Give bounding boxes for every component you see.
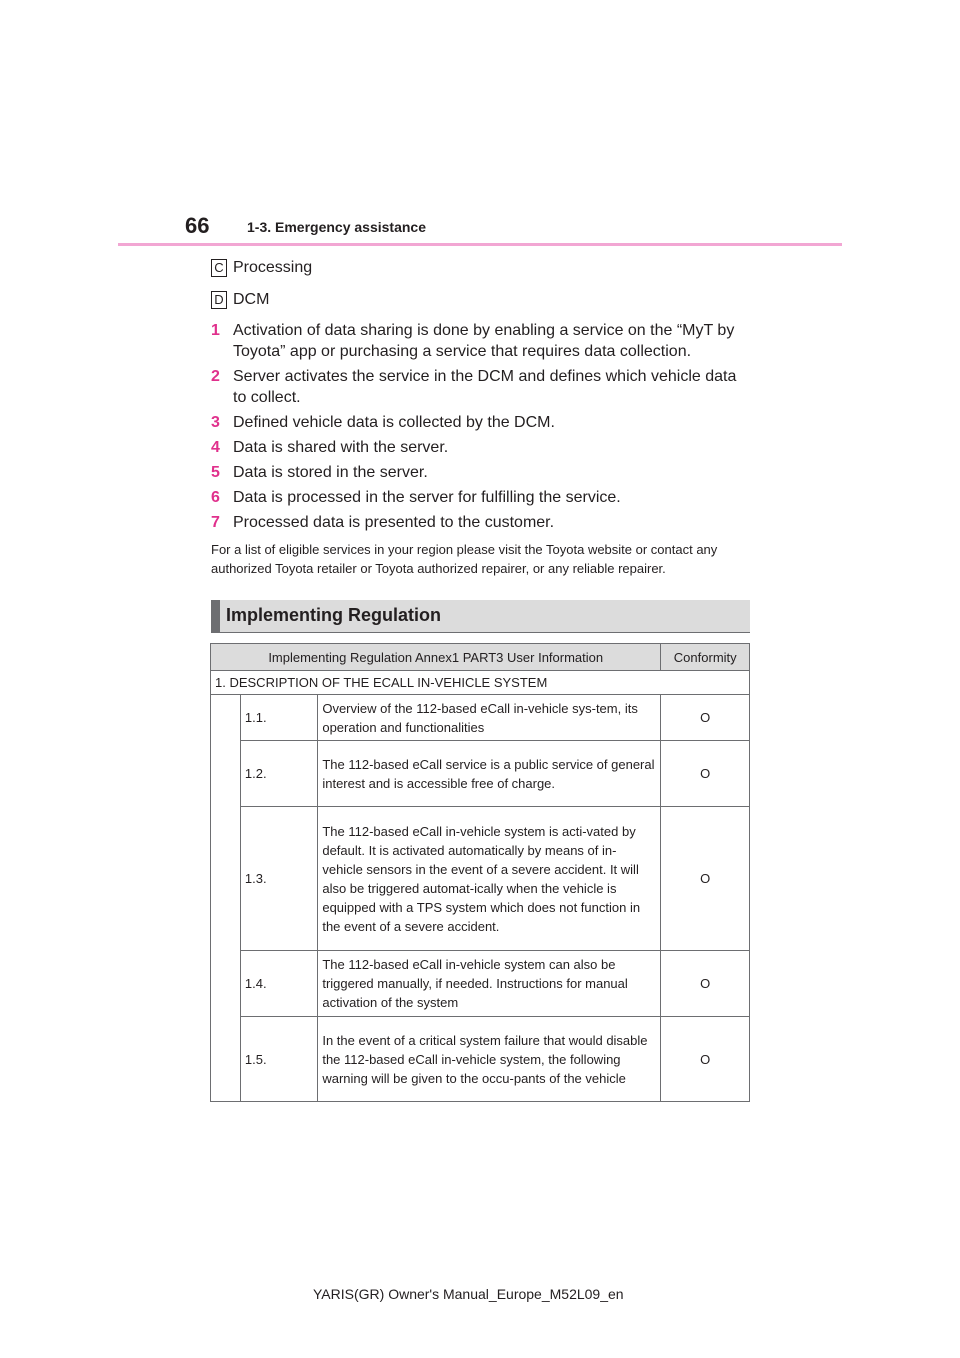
footer-text: YARIS(GR) Owner's Manual_Europe_M52L09_en bbox=[313, 1286, 624, 1302]
row-description: In the event of a critical system failure that would disable the 112-based eCall in-vehicle system, the following warning will be given to the occu-pants of the vehicle bbox=[318, 1017, 661, 1102]
callout-d bbox=[211, 291, 269, 309]
step-item bbox=[211, 320, 751, 362]
row-conformity: O bbox=[661, 951, 750, 1017]
row-conformity: O bbox=[661, 807, 750, 951]
row-number: 1.5. bbox=[240, 1017, 317, 1102]
step-item bbox=[211, 462, 751, 483]
page-number: 66 bbox=[185, 213, 210, 238]
table-row bbox=[211, 1017, 750, 1102]
callout-label: DCM bbox=[233, 291, 270, 308]
note-paragraph: For a list of eligible services in your region please visit the Toyota website or contact any authorized Toyota retailer or Toyota authorized repairer, or any reliable repairer. bbox=[211, 542, 718, 576]
row-conformity: O bbox=[661, 741, 750, 807]
step-text: Defined vehicle data is collected by the DCM. bbox=[233, 414, 555, 431]
callout-c bbox=[211, 259, 312, 277]
step-number: 2 bbox=[211, 368, 220, 385]
step-number: 3 bbox=[211, 414, 220, 431]
row-conformity: O bbox=[661, 695, 750, 741]
step-item bbox=[211, 437, 751, 458]
step-item bbox=[211, 412, 751, 433]
section-heading-underline bbox=[211, 632, 750, 633]
row-conformity: O bbox=[661, 1017, 750, 1102]
step-text: Data is shared with the server. bbox=[233, 439, 449, 456]
step-item bbox=[211, 366, 751, 408]
header-conformity-cell: Conformity bbox=[661, 644, 750, 671]
step-item bbox=[211, 487, 751, 508]
step-number: 5 bbox=[211, 464, 220, 481]
header-divider bbox=[118, 243, 842, 246]
steps-list bbox=[211, 320, 751, 537]
row-description: Overview of the 112-based eCall in-vehicle sys-tem, its operation and functionalities bbox=[318, 695, 661, 741]
step-text: Data is processed in the server for fulfilling the service. bbox=[233, 489, 621, 506]
step-text: Data is stored in the server. bbox=[233, 464, 428, 481]
row-number: 1.4. bbox=[240, 951, 317, 1017]
indent-cell bbox=[211, 695, 241, 1102]
table-header-row bbox=[211, 644, 750, 671]
row-number: 1.1. bbox=[240, 695, 317, 741]
regulation-table bbox=[210, 643, 750, 1102]
table-row bbox=[211, 807, 750, 951]
row-number: 1.2. bbox=[240, 741, 317, 807]
table-row bbox=[211, 951, 750, 1017]
step-number: 4 bbox=[211, 439, 220, 456]
step-text: Activation of data sharing is done by enabling a service on the “MyT by Toyota” app or purchasing a service that requires data collection. bbox=[233, 322, 735, 360]
callout-label: Processing bbox=[233, 259, 313, 276]
step-number: 6 bbox=[211, 489, 220, 506]
table-row bbox=[211, 741, 750, 807]
callout-letter: D bbox=[211, 291, 227, 309]
step-number: 1 bbox=[211, 322, 220, 339]
step-text: Processed data is presented to the customer. bbox=[233, 514, 555, 531]
group-title-cell: 1. DESCRIPTION OF THE ECALL IN-VEHICLE SYSTEM bbox=[211, 671, 750, 695]
callout-letter: C bbox=[211, 259, 227, 277]
table-row bbox=[211, 695, 750, 741]
step-number: 7 bbox=[211, 514, 220, 531]
section-heading: Implementing Regulation bbox=[211, 600, 750, 632]
row-description: The 112-based eCall in-vehicle system can also be triggered manually, if needed. Instructions for manual activation of the system bbox=[318, 951, 661, 1017]
section-title: 1-3. Emergency assistance bbox=[247, 219, 426, 235]
step-item bbox=[211, 512, 751, 533]
row-number: 1.3. bbox=[240, 807, 317, 951]
step-text: Server activates the service in the DCM and defines which vehicle data to collect. bbox=[233, 368, 737, 406]
row-description: The 112-based eCall service is a public service of general interest and is accessible free of charge. bbox=[318, 741, 661, 807]
row-description: The 112-based eCall in-vehicle system is acti-vated by default. It is activated automatically by means of in-vehicle sensors in the event of a severe accident. It will also be triggered automat-ically when the vehicle is equipped with a TPS system which does not function in the event of a severe accident. bbox=[318, 807, 661, 951]
table-group-row bbox=[211, 671, 750, 695]
header-info-cell: Implementing Regulation Annex1 PART3 User Information bbox=[211, 644, 661, 671]
